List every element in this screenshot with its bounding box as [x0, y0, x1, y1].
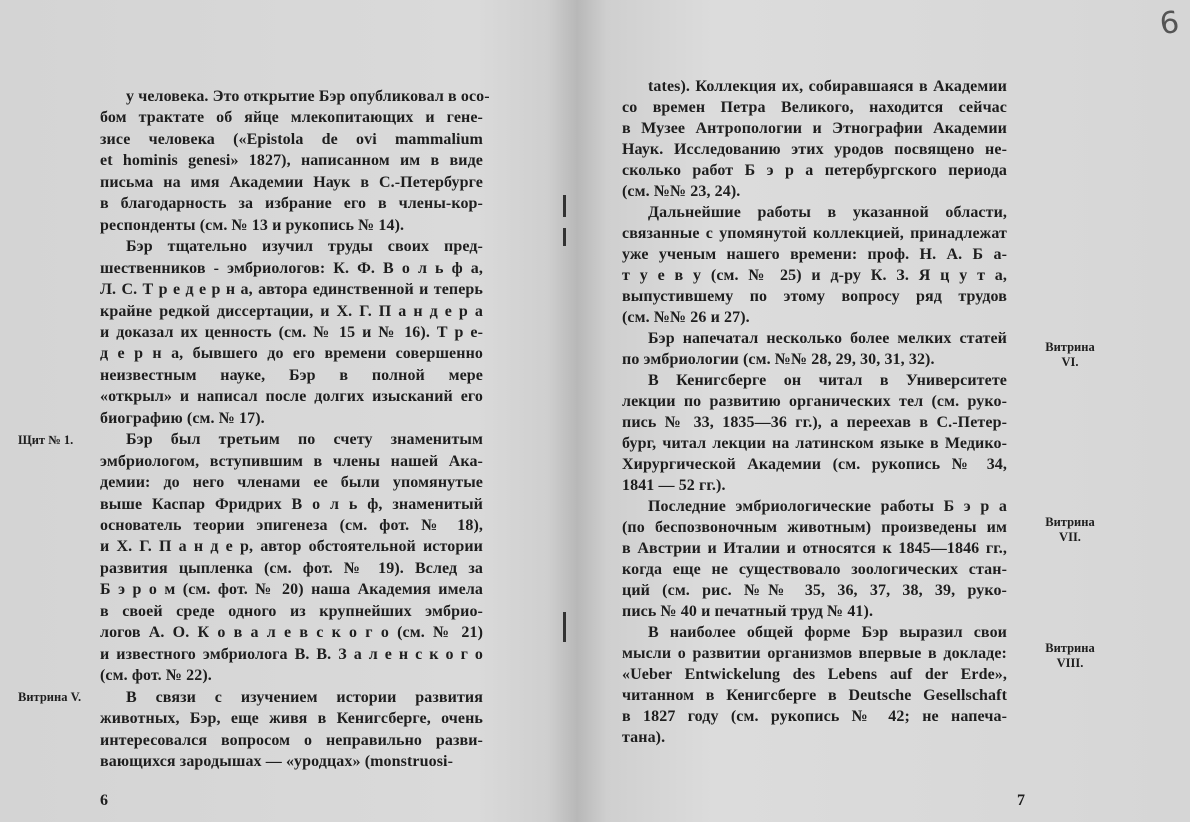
- text-line: выпустившему по этому вопросу ряд трудов: [622, 288, 1007, 305]
- text-line: связанные с упомянутой коллекцией, принадлежат: [622, 225, 1007, 242]
- text-line: «открыл» и написал после долгих изысканий его: [100, 388, 483, 406]
- text-line: со времен Петра Великого, находится сейчас: [622, 99, 1007, 116]
- text-line: (см. №№ 23, 24).: [622, 183, 741, 200]
- text-line: в благодарность за избрание его в члены-кор-: [100, 195, 483, 213]
- text-line: В наиболее общей форме Бэр выразил свои: [648, 624, 1007, 641]
- text-line: Хирургической Академии (см. рукопись № 34,: [622, 456, 1007, 473]
- margin-note-showcase-6: Витрина VI.: [1045, 340, 1095, 369]
- text-line: в Австрии и Италии и относятся к 1845—1846 гг.,: [622, 540, 1007, 557]
- text-line: читанном в Кенигсберге в Deutsche Gesellschaft: [622, 687, 1007, 704]
- text-line: сколько работ Б э р а петербургского периода: [622, 162, 1007, 179]
- text-line: вающихся зародышах — «уродцах» (monstruosi-: [100, 752, 454, 770]
- text-line: В связи с изучением истории развития: [126, 688, 483, 706]
- text-line: основатель теории эпигенеза (см. фот. № 18),: [100, 517, 483, 534]
- text-line: (см. фот. № 22).: [100, 667, 212, 685]
- text-line: эмбриологом, вступившим в члены нашей Ака-: [100, 452, 483, 470]
- margin-note-showcase-5: Витрина V.: [18, 690, 82, 704]
- text-line: письма на имя Академии Наук в С.-Петербурге: [100, 173, 483, 191]
- handwritten-page-mark: 6: [1157, 4, 1182, 43]
- text-line: шественников - эмбриологов: К. Ф. В о л ь ф а,: [100, 259, 483, 277]
- text-line: пись № 33, 1835—36 гг.), а переехав в С.-Петер-: [622, 414, 1007, 431]
- text-line: 1841 — 52 гг.).: [622, 477, 726, 494]
- text-line: В Кенигсберге он читал в Университете: [648, 372, 1007, 389]
- text-line: в 1827 году (см. рукопись № 42; не напеча-: [622, 708, 1007, 725]
- text-line: бом трактате об яйце млекопитающих и гене-: [100, 109, 483, 127]
- text-line: неизвестным науке, Бэр в полной мере: [100, 366, 483, 384]
- text-line: и известного эмбриолога В. В. З а л е н с к о г о: [100, 645, 483, 663]
- text-line: и доказал их ценность (см. № 15 и № 16). Т р е-: [100, 323, 483, 341]
- text-line: д е р н а, бывшего до его времени совершенно: [100, 345, 483, 363]
- text-line: в своей среде одного из крупнейших эмбрио-: [100, 602, 483, 620]
- margin-note-showcase-8: Витрина VIII.: [1045, 641, 1095, 670]
- text-line: биографию (см. № 17).: [100, 409, 265, 427]
- text-line: развития цыпленка (см. фот. № 19). Вслед за: [100, 559, 483, 577]
- right-page: [595, 0, 1190, 822]
- text-line: логов А. О. К о в а л е в с к о г о (см. № 21): [100, 624, 483, 642]
- text-line: интересовался вопросом о неправильно разви-: [100, 731, 483, 749]
- text-line: (по беспозвоночным животным) произведены им: [622, 519, 1007, 536]
- text-line: бург, читал лекции на латинском языке в Медико-: [622, 435, 1007, 452]
- text-line: в Музее Антропологии и Этнографии Академии: [622, 120, 1007, 137]
- text-line: Бэр был третьим по счету знаменитым: [126, 431, 483, 449]
- text-line: когда еще не существовало зоологических стан-: [622, 561, 1007, 578]
- text-line: демии: до него членами ее были упомянутые: [100, 474, 483, 492]
- text-line: зисе человека («Epistola de ovi mammalium: [100, 130, 483, 148]
- text-line: Л. С. Т р е д е р н а, автора единственной и теперь: [100, 281, 483, 299]
- text-line: Наук. Исследованию этих уродов посвящено не-: [622, 141, 1007, 158]
- binding-mark: [563, 612, 566, 642]
- text-line: респонденты (см. № 13 и рукопись № 14).: [100, 216, 405, 234]
- left-page: [0, 0, 560, 822]
- page-number: 6: [100, 792, 108, 809]
- text-line: (см. №№ 26 и 27).: [622, 309, 750, 326]
- text-line: пись № 40 и печатный труд № 41).: [622, 603, 874, 620]
- binding-mark: [563, 228, 566, 246]
- text-line: выше Каспар Фридрих В о л ь ф, знаменитый: [100, 495, 483, 513]
- margin-note-showcase-7: Витрина VII.: [1045, 515, 1095, 544]
- text-line: т у е в у (см. № 25) и д-ру К. З. Я ц у т а,: [622, 267, 1007, 284]
- text-line: ций (см. рис. №№ 35, 36, 37, 38, 39, руко-: [622, 582, 1007, 599]
- page-number: 7: [1017, 792, 1025, 809]
- text-line: у человека. Это открытие Бэр опубликовал в осо-: [126, 88, 490, 105]
- margin-note-shield-1: Щит № 1.: [18, 433, 74, 447]
- text-line: Бэр напечатал несколько более мелких статей: [648, 330, 1007, 347]
- text-line: et hominis genesi» 1827), написанном им в виде: [100, 152, 483, 170]
- text-line: лекции по развитию органических тел (см. руко-: [622, 393, 1007, 410]
- binding-mark: [563, 195, 566, 217]
- text-line: крайне редкой диссертации, и Х. Г. П а н д е р а: [100, 302, 483, 320]
- text-line: «Ueber Entwickelung des Lebens auf der Erde»,: [622, 666, 1007, 683]
- text-line: тана).: [622, 729, 666, 746]
- text-line: уже ученым нашего времени: проф. Н. А. Б а-: [622, 246, 1007, 263]
- text-line: Бэр тщательно изучил труды своих пред-: [126, 238, 483, 256]
- text-line: Последние эмбриологические работы Б э р а: [648, 498, 1007, 515]
- text-line: и Х. Г. П а н д е р, автор обстоятельной истории: [100, 538, 483, 556]
- text-line: tates). Коллекция их, собиравшаяся в Академии: [648, 78, 1007, 95]
- text-line: мысли о развитии организмов впервые в докладе:: [622, 645, 1007, 662]
- text-line: по эмбриологии (см. №№ 28, 29, 30, 31, 32).: [622, 351, 935, 368]
- text-line: Б э р о м (см. фот. № 20) наша Академия имела: [100, 581, 483, 599]
- text-line: животных, Бэр, еще живя в Кенигсберге, очень: [100, 710, 483, 728]
- text-line: Дальнейшие работы в указанной области,: [648, 204, 1007, 221]
